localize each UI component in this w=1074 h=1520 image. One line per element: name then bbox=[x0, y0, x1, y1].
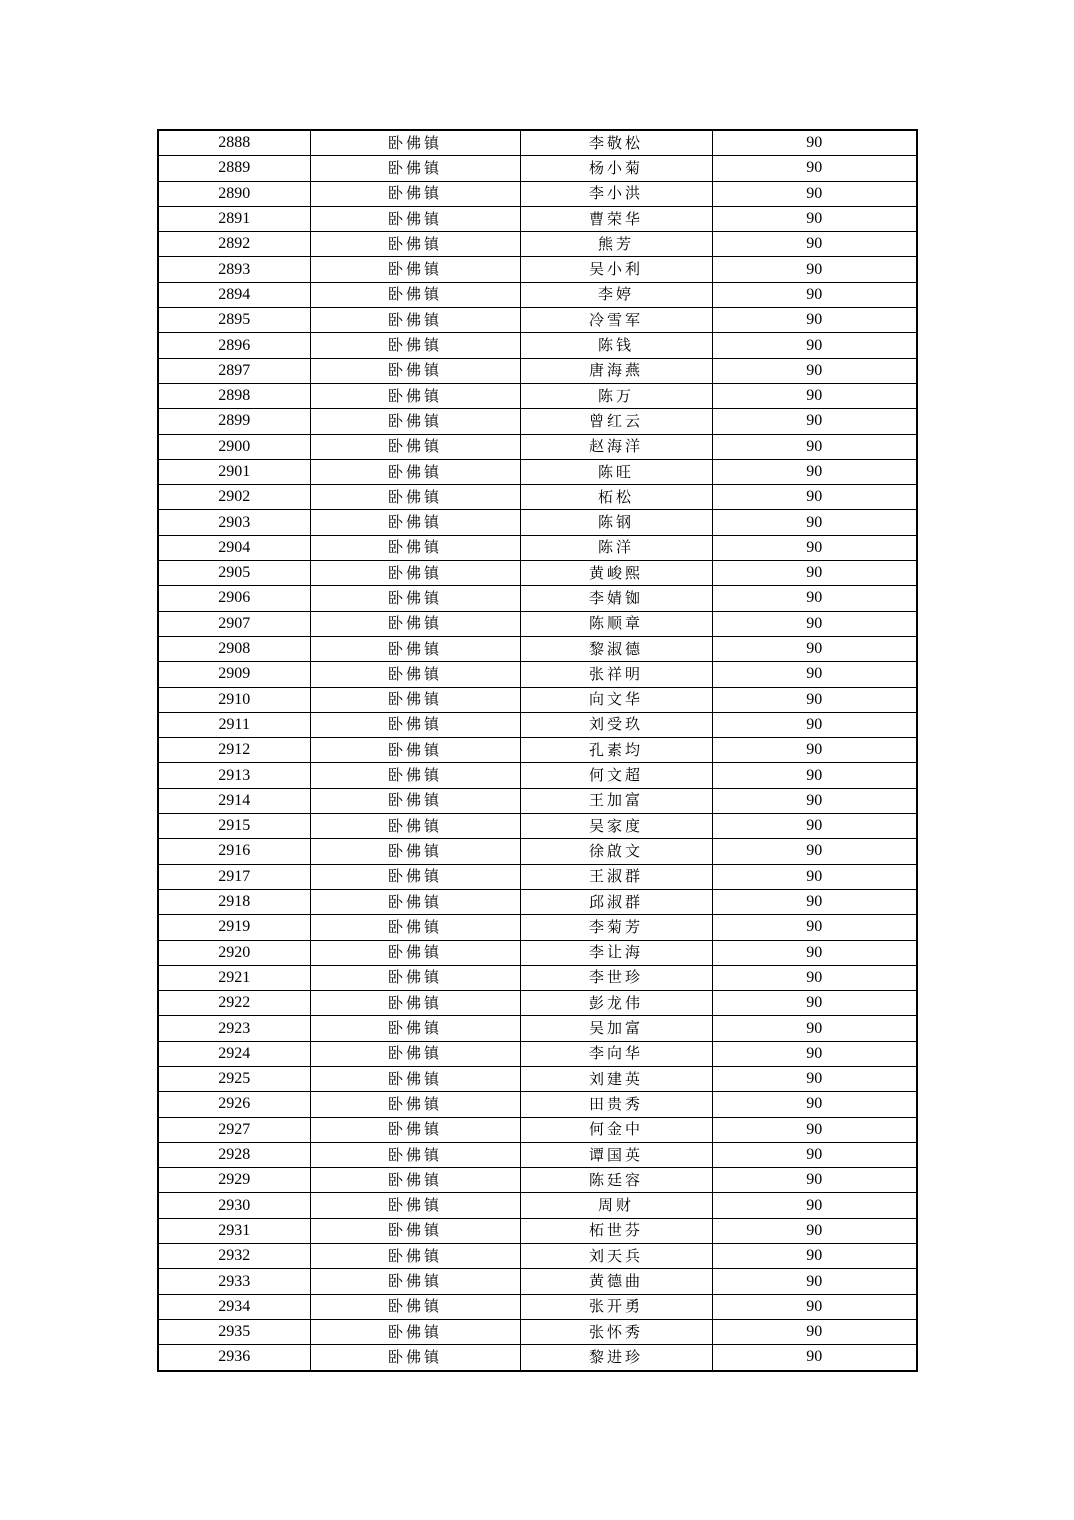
person-name-cell: 唐海燕 bbox=[520, 358, 712, 383]
table-row bbox=[158, 1244, 917, 1269]
town-cell: 卧佛镇 bbox=[310, 915, 520, 940]
amount-cell: 90 bbox=[712, 687, 917, 712]
person-name-cell: 李婷 bbox=[520, 282, 712, 307]
table-row bbox=[158, 485, 917, 510]
row-number-cell: 2910 bbox=[158, 687, 310, 712]
table-row bbox=[158, 358, 917, 383]
table-row bbox=[158, 181, 917, 206]
town-cell: 卧佛镇 bbox=[310, 991, 520, 1016]
row-number-cell: 2935 bbox=[158, 1319, 310, 1344]
table-row bbox=[158, 814, 917, 839]
amount-cell: 90 bbox=[712, 282, 917, 307]
amount-cell: 90 bbox=[712, 1294, 917, 1319]
person-name-cell: 黄德曲 bbox=[520, 1269, 712, 1294]
amount-cell: 90 bbox=[712, 434, 917, 459]
person-name-cell: 孔素均 bbox=[520, 738, 712, 763]
row-number-cell: 2894 bbox=[158, 282, 310, 307]
row-number-cell: 2897 bbox=[158, 358, 310, 383]
person-name-cell: 陈旺 bbox=[520, 459, 712, 484]
person-name-cell: 黄峻熙 bbox=[520, 561, 712, 586]
amount-cell: 90 bbox=[712, 940, 917, 965]
person-name-cell: 吴小利 bbox=[520, 257, 712, 282]
row-number-cell: 2901 bbox=[158, 459, 310, 484]
person-name-cell: 黎淑德 bbox=[520, 636, 712, 661]
town-cell: 卧佛镇 bbox=[310, 434, 520, 459]
amount-cell: 90 bbox=[712, 535, 917, 560]
table-row bbox=[158, 1345, 917, 1371]
town-cell: 卧佛镇 bbox=[310, 687, 520, 712]
row-number-cell: 2933 bbox=[158, 1269, 310, 1294]
person-name-cell: 杨小菊 bbox=[520, 156, 712, 181]
table-row bbox=[158, 915, 917, 940]
person-name-cell: 李敬松 bbox=[520, 130, 712, 156]
person-name-cell: 黎进珍 bbox=[520, 1345, 712, 1371]
row-number-cell: 2899 bbox=[158, 409, 310, 434]
table-row bbox=[158, 409, 917, 434]
row-number-cell: 2924 bbox=[158, 1041, 310, 1066]
amount-cell: 90 bbox=[712, 864, 917, 889]
town-cell: 卧佛镇 bbox=[310, 1092, 520, 1117]
table-row bbox=[158, 1269, 917, 1294]
amount-cell: 90 bbox=[712, 1319, 917, 1344]
row-number-cell: 2917 bbox=[158, 864, 310, 889]
town-cell: 卧佛镇 bbox=[310, 940, 520, 965]
amount-cell: 90 bbox=[712, 1168, 917, 1193]
table-row bbox=[158, 535, 917, 560]
amount-cell: 90 bbox=[712, 586, 917, 611]
amount-cell: 90 bbox=[712, 333, 917, 358]
town-cell: 卧佛镇 bbox=[310, 712, 520, 737]
table-row bbox=[158, 383, 917, 408]
table-row bbox=[158, 712, 917, 737]
table-row bbox=[158, 687, 917, 712]
table-row bbox=[158, 206, 917, 231]
table-row bbox=[158, 1092, 917, 1117]
row-number-cell: 2934 bbox=[158, 1294, 310, 1319]
row-number-cell: 2922 bbox=[158, 991, 310, 1016]
row-number-cell: 2920 bbox=[158, 940, 310, 965]
town-cell: 卧佛镇 bbox=[310, 611, 520, 636]
records-body bbox=[158, 130, 917, 1371]
town-cell: 卧佛镇 bbox=[310, 409, 520, 434]
town-cell: 卧佛镇 bbox=[310, 1244, 520, 1269]
person-name-cell: 何金中 bbox=[520, 1117, 712, 1142]
amount-cell: 90 bbox=[712, 1193, 917, 1218]
town-cell: 卧佛镇 bbox=[310, 1142, 520, 1167]
person-name-cell: 陈万 bbox=[520, 383, 712, 408]
row-number-cell: 2927 bbox=[158, 1117, 310, 1142]
row-number-cell: 2902 bbox=[158, 485, 310, 510]
row-number-cell: 2914 bbox=[158, 788, 310, 813]
amount-cell: 90 bbox=[712, 636, 917, 661]
amount-cell: 90 bbox=[712, 561, 917, 586]
person-name-cell: 曹荣华 bbox=[520, 206, 712, 231]
town-cell: 卧佛镇 bbox=[310, 1168, 520, 1193]
table-row bbox=[158, 586, 917, 611]
row-number-cell: 2925 bbox=[158, 1066, 310, 1091]
table-row bbox=[158, 561, 917, 586]
row-number-cell: 2915 bbox=[158, 814, 310, 839]
table-row bbox=[158, 459, 917, 484]
table-row bbox=[158, 257, 917, 282]
amount-cell: 90 bbox=[712, 611, 917, 636]
table-row bbox=[158, 662, 917, 687]
table-row bbox=[158, 1142, 917, 1167]
person-name-cell: 冷雪军 bbox=[520, 308, 712, 333]
table-row bbox=[158, 1319, 917, 1344]
row-number-cell: 2919 bbox=[158, 915, 310, 940]
person-name-cell: 李婧铷 bbox=[520, 586, 712, 611]
row-number-cell: 2909 bbox=[158, 662, 310, 687]
amount-cell: 90 bbox=[712, 1345, 917, 1371]
amount-cell: 90 bbox=[712, 1218, 917, 1243]
amount-cell: 90 bbox=[712, 181, 917, 206]
person-name-cell: 刘建英 bbox=[520, 1066, 712, 1091]
amount-cell: 90 bbox=[712, 1092, 917, 1117]
row-number-cell: 2896 bbox=[158, 333, 310, 358]
town-cell: 卧佛镇 bbox=[310, 1117, 520, 1142]
person-name-cell: 邱淑群 bbox=[520, 889, 712, 914]
amount-cell: 90 bbox=[712, 965, 917, 990]
table-row bbox=[158, 308, 917, 333]
town-cell: 卧佛镇 bbox=[310, 1066, 520, 1091]
town-cell: 卧佛镇 bbox=[310, 738, 520, 763]
town-cell: 卧佛镇 bbox=[310, 965, 520, 990]
amount-cell: 90 bbox=[712, 915, 917, 940]
amount-cell: 90 bbox=[712, 409, 917, 434]
person-name-cell: 刘天兵 bbox=[520, 1244, 712, 1269]
town-cell: 卧佛镇 bbox=[310, 383, 520, 408]
person-name-cell: 刘受玖 bbox=[520, 712, 712, 737]
row-number-cell: 2928 bbox=[158, 1142, 310, 1167]
amount-cell: 90 bbox=[712, 485, 917, 510]
town-cell: 卧佛镇 bbox=[310, 1345, 520, 1371]
person-name-cell: 陈廷容 bbox=[520, 1168, 712, 1193]
town-cell: 卧佛镇 bbox=[310, 257, 520, 282]
amount-cell: 90 bbox=[712, 510, 917, 535]
amount-cell: 90 bbox=[712, 156, 917, 181]
town-cell: 卧佛镇 bbox=[310, 156, 520, 181]
town-cell: 卧佛镇 bbox=[310, 1016, 520, 1041]
person-name-cell: 曾红云 bbox=[520, 409, 712, 434]
row-number-cell: 2921 bbox=[158, 965, 310, 990]
person-name-cell: 李让海 bbox=[520, 940, 712, 965]
table-row bbox=[158, 1016, 917, 1041]
row-number-cell: 2890 bbox=[158, 181, 310, 206]
town-cell: 卧佛镇 bbox=[310, 889, 520, 914]
row-number-cell: 2913 bbox=[158, 763, 310, 788]
amount-cell: 90 bbox=[712, 1142, 917, 1167]
table-row bbox=[158, 1168, 917, 1193]
row-number-cell: 2889 bbox=[158, 156, 310, 181]
town-cell: 卧佛镇 bbox=[310, 763, 520, 788]
row-number-cell: 2892 bbox=[158, 232, 310, 257]
person-name-cell: 陈洋 bbox=[520, 535, 712, 560]
row-number-cell: 2900 bbox=[158, 434, 310, 459]
table-row bbox=[158, 763, 917, 788]
town-cell: 卧佛镇 bbox=[310, 358, 520, 383]
town-cell: 卧佛镇 bbox=[310, 839, 520, 864]
row-number-cell: 2906 bbox=[158, 586, 310, 611]
amount-cell: 90 bbox=[712, 991, 917, 1016]
town-cell: 卧佛镇 bbox=[310, 510, 520, 535]
town-cell: 卧佛镇 bbox=[310, 232, 520, 257]
amount-cell: 90 bbox=[712, 814, 917, 839]
person-name-cell: 田贵秀 bbox=[520, 1092, 712, 1117]
person-name-cell: 李世珍 bbox=[520, 965, 712, 990]
town-cell: 卧佛镇 bbox=[310, 1193, 520, 1218]
person-name-cell: 王淑群 bbox=[520, 864, 712, 889]
amount-cell: 90 bbox=[712, 1269, 917, 1294]
table-row bbox=[158, 889, 917, 914]
person-name-cell: 张怀秀 bbox=[520, 1319, 712, 1344]
amount-cell: 90 bbox=[712, 383, 917, 408]
table-row bbox=[158, 434, 917, 459]
row-number-cell: 2912 bbox=[158, 738, 310, 763]
amount-cell: 90 bbox=[712, 763, 917, 788]
row-number-cell: 2898 bbox=[158, 383, 310, 408]
row-number-cell: 2929 bbox=[158, 1168, 310, 1193]
town-cell: 卧佛镇 bbox=[310, 282, 520, 307]
records-table bbox=[157, 129, 918, 1372]
person-name-cell: 熊芳 bbox=[520, 232, 712, 257]
row-number-cell: 2903 bbox=[158, 510, 310, 535]
amount-cell: 90 bbox=[712, 712, 917, 737]
amount-cell: 90 bbox=[712, 839, 917, 864]
row-number-cell: 2907 bbox=[158, 611, 310, 636]
amount-cell: 90 bbox=[712, 1016, 917, 1041]
town-cell: 卧佛镇 bbox=[310, 308, 520, 333]
town-cell: 卧佛镇 bbox=[310, 662, 520, 687]
row-number-cell: 2891 bbox=[158, 206, 310, 231]
person-name-cell: 吴家度 bbox=[520, 814, 712, 839]
table-row bbox=[158, 991, 917, 1016]
row-number-cell: 2908 bbox=[158, 636, 310, 661]
amount-cell: 90 bbox=[712, 1041, 917, 1066]
amount-cell: 90 bbox=[712, 738, 917, 763]
table-row bbox=[158, 1218, 917, 1243]
table-row bbox=[158, 738, 917, 763]
person-name-cell: 王加富 bbox=[520, 788, 712, 813]
table-row bbox=[158, 156, 917, 181]
town-cell: 卧佛镇 bbox=[310, 1218, 520, 1243]
table-row bbox=[158, 282, 917, 307]
row-number-cell: 2931 bbox=[158, 1218, 310, 1243]
table-row bbox=[158, 333, 917, 358]
person-name-cell: 赵海洋 bbox=[520, 434, 712, 459]
person-name-cell: 谭国英 bbox=[520, 1142, 712, 1167]
row-number-cell: 2930 bbox=[158, 1193, 310, 1218]
row-number-cell: 2916 bbox=[158, 839, 310, 864]
row-number-cell: 2936 bbox=[158, 1345, 310, 1371]
town-cell: 卧佛镇 bbox=[310, 130, 520, 156]
town-cell: 卧佛镇 bbox=[310, 333, 520, 358]
town-cell: 卧佛镇 bbox=[310, 181, 520, 206]
person-name-cell: 李菊芳 bbox=[520, 915, 712, 940]
table-row bbox=[158, 130, 917, 156]
town-cell: 卧佛镇 bbox=[310, 459, 520, 484]
row-number-cell: 2926 bbox=[158, 1092, 310, 1117]
amount-cell: 90 bbox=[712, 459, 917, 484]
table-row bbox=[158, 510, 917, 535]
person-name-cell: 柘松 bbox=[520, 485, 712, 510]
table-row bbox=[158, 1294, 917, 1319]
table-row bbox=[158, 788, 917, 813]
row-number-cell: 2905 bbox=[158, 561, 310, 586]
table-row bbox=[158, 611, 917, 636]
amount-cell: 90 bbox=[712, 788, 917, 813]
table-row bbox=[158, 636, 917, 661]
person-name-cell: 张开勇 bbox=[520, 1294, 712, 1319]
amount-cell: 90 bbox=[712, 358, 917, 383]
row-number-cell: 2893 bbox=[158, 257, 310, 282]
town-cell: 卧佛镇 bbox=[310, 586, 520, 611]
amount-cell: 90 bbox=[712, 662, 917, 687]
person-name-cell: 李小洪 bbox=[520, 181, 712, 206]
amount-cell: 90 bbox=[712, 206, 917, 231]
person-name-cell: 李向华 bbox=[520, 1041, 712, 1066]
town-cell: 卧佛镇 bbox=[310, 636, 520, 661]
table-row bbox=[158, 1041, 917, 1066]
person-name-cell: 何文超 bbox=[520, 763, 712, 788]
town-cell: 卧佛镇 bbox=[310, 1319, 520, 1344]
person-name-cell: 陈钢 bbox=[520, 510, 712, 535]
person-name-cell: 张祥明 bbox=[520, 662, 712, 687]
table-row bbox=[158, 1193, 917, 1218]
town-cell: 卧佛镇 bbox=[310, 788, 520, 813]
town-cell: 卧佛镇 bbox=[310, 561, 520, 586]
town-cell: 卧佛镇 bbox=[310, 1041, 520, 1066]
row-number-cell: 2911 bbox=[158, 712, 310, 737]
table-row bbox=[158, 940, 917, 965]
person-name-cell: 彭龙伟 bbox=[520, 991, 712, 1016]
person-name-cell: 柘世芬 bbox=[520, 1218, 712, 1243]
person-name-cell: 吴加富 bbox=[520, 1016, 712, 1041]
amount-cell: 90 bbox=[712, 1066, 917, 1091]
table-row bbox=[158, 1066, 917, 1091]
amount-cell: 90 bbox=[712, 130, 917, 156]
row-number-cell: 2888 bbox=[158, 130, 310, 156]
table-row bbox=[158, 232, 917, 257]
town-cell: 卧佛镇 bbox=[310, 814, 520, 839]
table-row bbox=[158, 839, 917, 864]
table-row bbox=[158, 864, 917, 889]
person-name-cell: 周财 bbox=[520, 1193, 712, 1218]
amount-cell: 90 bbox=[712, 308, 917, 333]
row-number-cell: 2904 bbox=[158, 535, 310, 560]
amount-cell: 90 bbox=[712, 1244, 917, 1269]
town-cell: 卧佛镇 bbox=[310, 485, 520, 510]
table-row bbox=[158, 965, 917, 990]
person-name-cell: 陈顺章 bbox=[520, 611, 712, 636]
amount-cell: 90 bbox=[712, 257, 917, 282]
town-cell: 卧佛镇 bbox=[310, 1269, 520, 1294]
row-number-cell: 2923 bbox=[158, 1016, 310, 1041]
amount-cell: 90 bbox=[712, 889, 917, 914]
town-cell: 卧佛镇 bbox=[310, 535, 520, 560]
row-number-cell: 2918 bbox=[158, 889, 310, 914]
amount-cell: 90 bbox=[712, 1117, 917, 1142]
town-cell: 卧佛镇 bbox=[310, 206, 520, 231]
person-name-cell: 陈钱 bbox=[520, 333, 712, 358]
town-cell: 卧佛镇 bbox=[310, 1294, 520, 1319]
town-cell: 卧佛镇 bbox=[310, 864, 520, 889]
row-number-cell: 2932 bbox=[158, 1244, 310, 1269]
row-number-cell: 2895 bbox=[158, 308, 310, 333]
person-name-cell: 徐啟文 bbox=[520, 839, 712, 864]
table-row bbox=[158, 1117, 917, 1142]
amount-cell: 90 bbox=[712, 232, 917, 257]
person-name-cell: 向文华 bbox=[520, 687, 712, 712]
